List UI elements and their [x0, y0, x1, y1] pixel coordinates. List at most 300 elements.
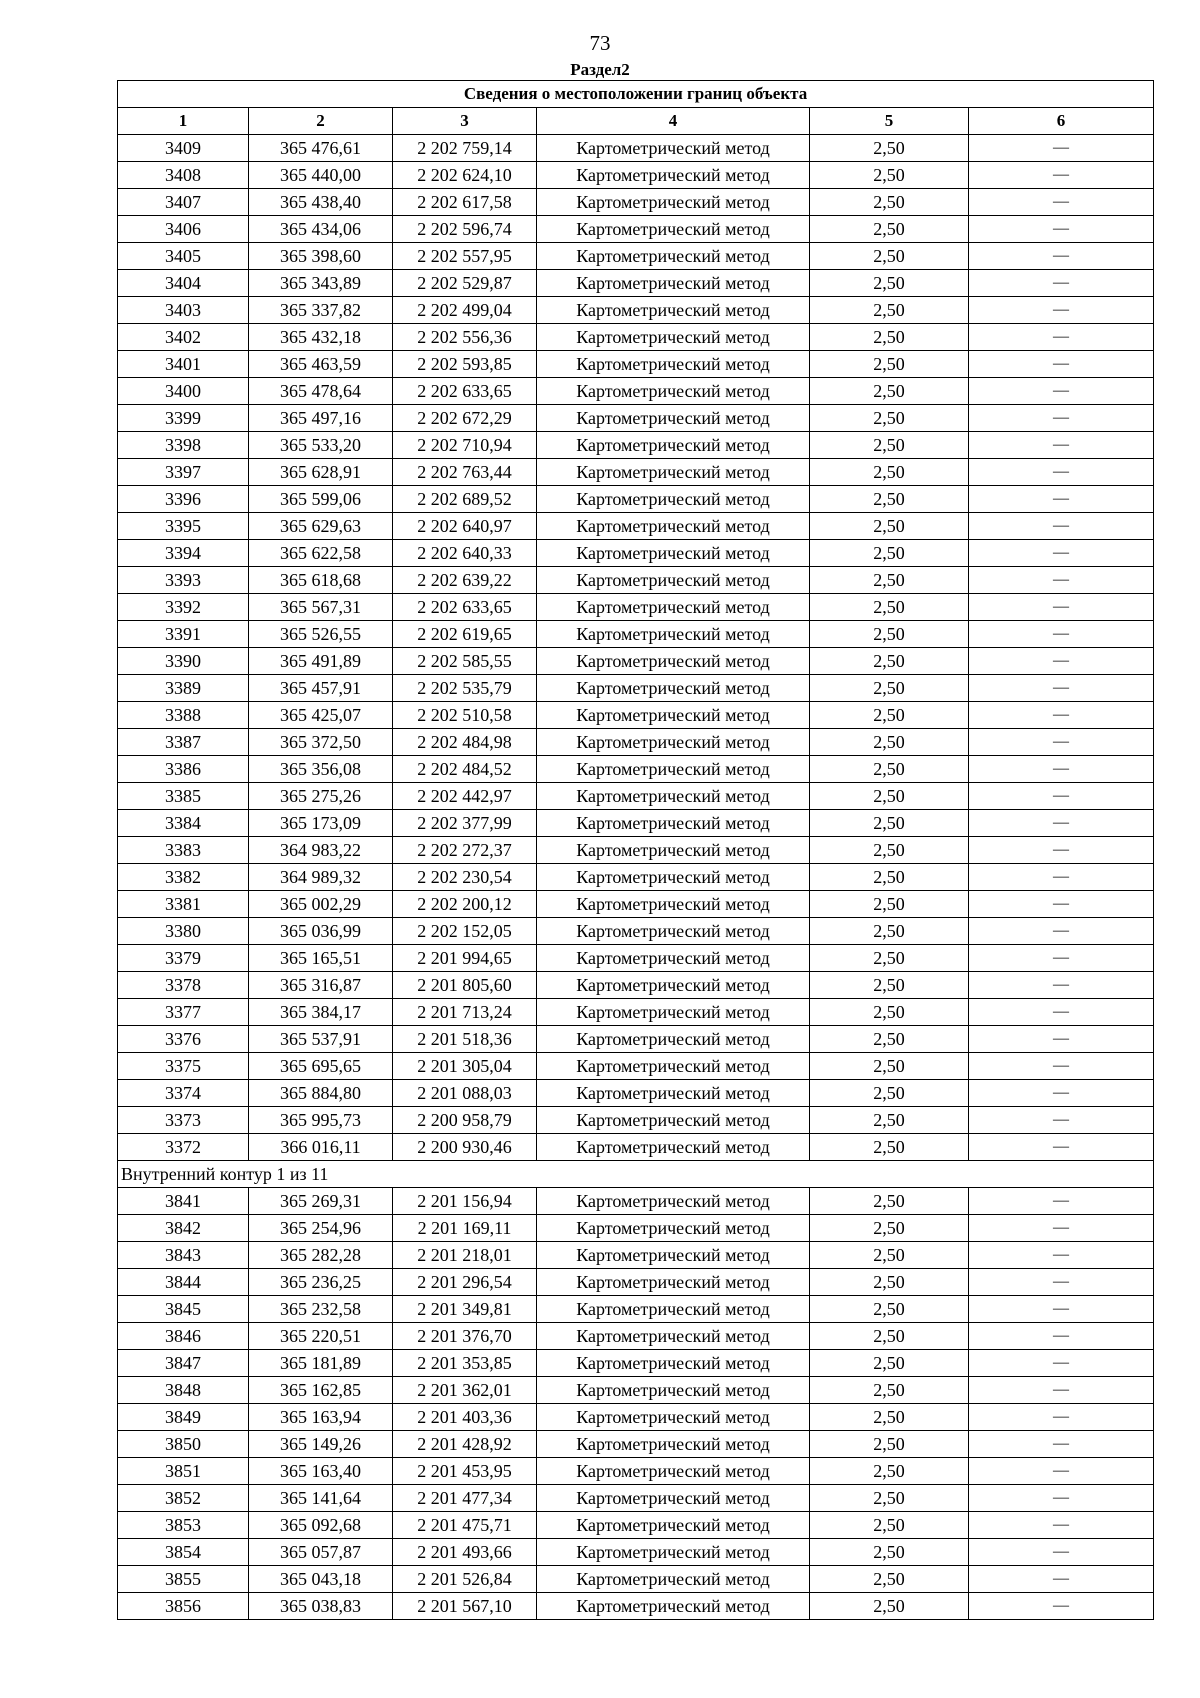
description-cell: —	[969, 783, 1154, 810]
description-cell: —	[969, 162, 1154, 189]
description-cell: —	[969, 837, 1154, 864]
method-cell: Картометрический метод	[537, 1080, 810, 1107]
x-coordinate-cell: 364 989,32	[249, 864, 393, 891]
accuracy-cell: 2,50	[810, 1053, 969, 1080]
y-coordinate-cell: 2 201 713,24	[393, 999, 537, 1026]
table-row	[118, 162, 1154, 189]
accuracy-cell: 2,50	[810, 972, 969, 999]
table-row	[118, 621, 1154, 648]
point-number-cell: 3408	[118, 162, 249, 189]
point-number-cell: 3384	[118, 810, 249, 837]
y-coordinate-cell: 2 201 805,60	[393, 972, 537, 999]
accuracy-cell: 2,50	[810, 1323, 969, 1350]
x-coordinate-cell: 365 149,26	[249, 1431, 393, 1458]
x-coordinate-cell: 365 599,06	[249, 486, 393, 513]
table-row	[118, 243, 1154, 270]
x-coordinate-cell: 365 884,80	[249, 1080, 393, 1107]
method-cell: Картометрический метод	[537, 1377, 810, 1404]
point-number-cell: 3407	[118, 189, 249, 216]
table-row	[118, 1296, 1154, 1323]
point-number-cell: 3850	[118, 1431, 249, 1458]
description-cell: —	[969, 702, 1154, 729]
y-coordinate-cell: 2 201 994,65	[393, 945, 537, 972]
y-coordinate-cell: 2 202 230,54	[393, 864, 537, 891]
method-cell: Картометрический метод	[537, 945, 810, 972]
table-row	[118, 594, 1154, 621]
table-row	[118, 729, 1154, 756]
x-coordinate-cell: 365 092,68	[249, 1512, 393, 1539]
point-number-cell: 3405	[118, 243, 249, 270]
y-coordinate-cell: 2 201 493,66	[393, 1539, 537, 1566]
table-row	[118, 297, 1154, 324]
accuracy-cell: 2,50	[810, 486, 969, 513]
point-number-cell: 3409	[118, 135, 249, 162]
table-row	[118, 270, 1154, 297]
table-row	[118, 1242, 1154, 1269]
table-row	[118, 891, 1154, 918]
y-coordinate-cell: 2 202 510,58	[393, 702, 537, 729]
point-number-cell: 3394	[118, 540, 249, 567]
table-row	[118, 459, 1154, 486]
method-cell: Картометрический метод	[537, 270, 810, 297]
point-number-cell: 3401	[118, 351, 249, 378]
description-cell: —	[969, 594, 1154, 621]
description-cell: —	[969, 1296, 1154, 1323]
accuracy-cell: 2,50	[810, 783, 969, 810]
x-coordinate-cell: 365 995,73	[249, 1107, 393, 1134]
x-coordinate-cell: 365 526,55	[249, 621, 393, 648]
accuracy-cell: 2,50	[810, 1431, 969, 1458]
y-coordinate-cell: 2 202 633,65	[393, 378, 537, 405]
x-coordinate-cell: 365 337,82	[249, 297, 393, 324]
y-coordinate-cell: 2 202 639,22	[393, 567, 537, 594]
y-coordinate-cell: 2 202 557,95	[393, 243, 537, 270]
table-row	[118, 486, 1154, 513]
accuracy-cell: 2,50	[810, 1350, 969, 1377]
point-number-cell: 3392	[118, 594, 249, 621]
point-number-cell: 3841	[118, 1188, 249, 1215]
description-cell: —	[969, 729, 1154, 756]
method-cell: Картометрический метод	[537, 216, 810, 243]
contour-label-section	[118, 1161, 1154, 1188]
table-row	[118, 1269, 1154, 1296]
description-cell: —	[969, 405, 1154, 432]
y-coordinate-cell: 2 201 526,84	[393, 1566, 537, 1593]
point-number-cell: 3403	[118, 297, 249, 324]
table-row	[118, 972, 1154, 999]
method-cell: Картометрический метод	[537, 1431, 810, 1458]
table-row	[118, 918, 1154, 945]
point-number-cell: 3397	[118, 459, 249, 486]
accuracy-cell: 2,50	[810, 1539, 969, 1566]
table-caption-row	[118, 81, 1154, 108]
table-row	[118, 945, 1154, 972]
table-row	[118, 864, 1154, 891]
method-cell: Картометрический метод	[537, 1458, 810, 1485]
x-coordinate-cell: 365 618,68	[249, 567, 393, 594]
method-cell: Картометрический метод	[537, 864, 810, 891]
x-coordinate-cell: 365 622,58	[249, 540, 393, 567]
point-number-cell: 3399	[118, 405, 249, 432]
y-coordinate-cell: 2 202 617,58	[393, 189, 537, 216]
accuracy-cell: 2,50	[810, 621, 969, 648]
method-cell: Картометрический метод	[537, 621, 810, 648]
method-cell: Картометрический метод	[537, 1350, 810, 1377]
x-coordinate-cell: 365 173,09	[249, 810, 393, 837]
point-number-cell: 3851	[118, 1458, 249, 1485]
x-coordinate-cell: 364 983,22	[249, 837, 393, 864]
y-coordinate-cell: 2 201 296,54	[393, 1269, 537, 1296]
table-row	[118, 135, 1154, 162]
x-coordinate-cell: 365 372,50	[249, 729, 393, 756]
y-coordinate-cell: 2 201 305,04	[393, 1053, 537, 1080]
accuracy-cell: 2,50	[810, 1458, 969, 1485]
accuracy-cell: 2,50	[810, 945, 969, 972]
column-header-row	[118, 108, 1154, 135]
y-coordinate-cell: 2 201 218,01	[393, 1242, 537, 1269]
accuracy-cell: 2,50	[810, 1485, 969, 1512]
y-coordinate-cell: 2 202 585,55	[393, 648, 537, 675]
point-number-cell: 3842	[118, 1215, 249, 1242]
method-cell: Картометрический метод	[537, 810, 810, 837]
section-title: Раздел2	[570, 60, 630, 79]
point-number-cell: 3372	[118, 1134, 249, 1161]
method-cell: Картометрический метод	[537, 594, 810, 621]
x-coordinate-cell: 365 220,51	[249, 1323, 393, 1350]
y-coordinate-cell: 2 202 624,10	[393, 162, 537, 189]
accuracy-cell: 2,50	[810, 1512, 969, 1539]
x-coordinate-cell: 365 478,64	[249, 378, 393, 405]
method-cell: Картометрический метод	[537, 1323, 810, 1350]
point-number-cell: 3373	[118, 1107, 249, 1134]
x-coordinate-cell: 365 476,61	[249, 135, 393, 162]
y-coordinate-cell: 2 201 475,71	[393, 1512, 537, 1539]
x-coordinate-cell: 365 232,58	[249, 1296, 393, 1323]
method-cell: Картометрический метод	[537, 1026, 810, 1053]
description-cell: —	[969, 648, 1154, 675]
y-coordinate-cell: 2 202 535,79	[393, 675, 537, 702]
point-number-cell: 3845	[118, 1296, 249, 1323]
y-coordinate-cell: 2 200 958,79	[393, 1107, 537, 1134]
table-row	[118, 1431, 1154, 1458]
description-cell: —	[969, 621, 1154, 648]
method-cell: Картометрический метод	[537, 567, 810, 594]
method-cell: Картометрический метод	[537, 351, 810, 378]
accuracy-cell: 2,50	[810, 1377, 969, 1404]
description-cell: —	[969, 675, 1154, 702]
method-cell: Картометрический метод	[537, 1134, 810, 1161]
point-number-cell: 3395	[118, 513, 249, 540]
column-header: 5	[810, 108, 969, 135]
method-cell: Картометрический метод	[537, 999, 810, 1026]
method-cell: Картометрический метод	[537, 189, 810, 216]
x-coordinate-cell: 365 316,87	[249, 972, 393, 999]
table-row	[118, 1539, 1154, 1566]
point-number-cell: 3847	[118, 1350, 249, 1377]
x-coordinate-cell: 365 038,83	[249, 1593, 393, 1620]
description-cell: —	[969, 486, 1154, 513]
description-cell: —	[969, 1566, 1154, 1593]
method-cell: Картометрический метод	[537, 837, 810, 864]
accuracy-cell: 2,50	[810, 297, 969, 324]
y-coordinate-cell: 2 202 710,94	[393, 432, 537, 459]
accuracy-cell: 2,50	[810, 702, 969, 729]
method-cell: Картометрический метод	[537, 1512, 810, 1539]
y-coordinate-cell: 2 202 596,74	[393, 216, 537, 243]
point-number-cell: 3381	[118, 891, 249, 918]
x-coordinate-cell: 365 497,16	[249, 405, 393, 432]
accuracy-cell: 2,50	[810, 378, 969, 405]
table-row	[118, 1026, 1154, 1053]
point-number-cell: 3376	[118, 1026, 249, 1053]
point-number-cell: 3404	[118, 270, 249, 297]
point-number-cell: 3391	[118, 621, 249, 648]
description-cell: —	[969, 378, 1154, 405]
method-cell: Картометрический метод	[537, 1566, 810, 1593]
description-cell: —	[969, 1269, 1154, 1296]
point-number-cell: 3848	[118, 1377, 249, 1404]
x-coordinate-cell: 365 036,99	[249, 918, 393, 945]
x-coordinate-cell: 365 398,60	[249, 243, 393, 270]
table-row	[118, 999, 1154, 1026]
table-row	[118, 1566, 1154, 1593]
table-row	[118, 1512, 1154, 1539]
x-coordinate-cell: 365 432,18	[249, 324, 393, 351]
method-cell: Картометрический метод	[537, 1107, 810, 1134]
table-row	[118, 837, 1154, 864]
x-coordinate-cell: 365 457,91	[249, 675, 393, 702]
y-coordinate-cell: 2 202 529,87	[393, 270, 537, 297]
y-coordinate-cell: 2 200 930,46	[393, 1134, 537, 1161]
description-cell: —	[969, 1377, 1154, 1404]
accuracy-cell: 2,50	[810, 594, 969, 621]
inner-contour-rows	[118, 1188, 1154, 1620]
x-coordinate-cell: 365 254,96	[249, 1215, 393, 1242]
point-number-cell: 3382	[118, 864, 249, 891]
method-cell: Картометрический метод	[537, 405, 810, 432]
description-cell: —	[969, 918, 1154, 945]
method-cell: Картометрический метод	[537, 675, 810, 702]
y-coordinate-cell: 2 202 633,65	[393, 594, 537, 621]
column-header: 3	[393, 108, 537, 135]
accuracy-cell: 2,50	[810, 270, 969, 297]
x-coordinate-cell: 365 236,25	[249, 1269, 393, 1296]
point-number-cell: 3387	[118, 729, 249, 756]
table-row	[118, 675, 1154, 702]
description-cell: —	[969, 1593, 1154, 1620]
y-coordinate-cell: 2 202 672,29	[393, 405, 537, 432]
table-row	[118, 756, 1154, 783]
inner-contour-label: Внутренний контур 1 из 11	[118, 1161, 1154, 1188]
point-number-cell: 3855	[118, 1566, 249, 1593]
point-number-cell: 3389	[118, 675, 249, 702]
description-cell: —	[969, 1431, 1154, 1458]
accuracy-cell: 2,50	[810, 459, 969, 486]
point-number-cell: 3378	[118, 972, 249, 999]
description-cell: —	[969, 567, 1154, 594]
y-coordinate-cell: 2 201 477,34	[393, 1485, 537, 1512]
accuracy-cell: 2,50	[810, 1188, 969, 1215]
x-coordinate-cell: 365 043,18	[249, 1566, 393, 1593]
method-cell: Картометрический метод	[537, 135, 810, 162]
table-row	[118, 1107, 1154, 1134]
table-row	[118, 1485, 1154, 1512]
x-coordinate-cell: 365 162,85	[249, 1377, 393, 1404]
table-row	[118, 567, 1154, 594]
accuracy-cell: 2,50	[810, 1404, 969, 1431]
accuracy-cell: 2,50	[810, 405, 969, 432]
accuracy-cell: 2,50	[810, 1269, 969, 1296]
description-cell: —	[969, 1107, 1154, 1134]
x-coordinate-cell: 365 343,89	[249, 270, 393, 297]
description-cell: —	[969, 999, 1154, 1026]
table-row	[118, 648, 1154, 675]
x-coordinate-cell: 365 695,65	[249, 1053, 393, 1080]
point-number-cell: 3854	[118, 1539, 249, 1566]
accuracy-cell: 2,50	[810, 648, 969, 675]
accuracy-cell: 2,50	[810, 540, 969, 567]
table-row	[118, 1323, 1154, 1350]
point-number-cell: 3386	[118, 756, 249, 783]
table-caption: Сведения о местоположении границ объекта	[118, 81, 1154, 108]
point-number-cell: 3385	[118, 783, 249, 810]
accuracy-cell: 2,50	[810, 324, 969, 351]
accuracy-cell: 2,50	[810, 567, 969, 594]
accuracy-cell: 2,50	[810, 432, 969, 459]
point-number-cell: 3406	[118, 216, 249, 243]
point-number-cell: 3396	[118, 486, 249, 513]
y-coordinate-cell: 2 202 200,12	[393, 891, 537, 918]
method-cell: Картометрический метод	[537, 891, 810, 918]
y-coordinate-cell: 2 201 376,70	[393, 1323, 537, 1350]
method-cell: Картометрический метод	[537, 513, 810, 540]
y-coordinate-cell: 2 202 442,97	[393, 783, 537, 810]
description-cell: —	[969, 1323, 1154, 1350]
description-cell: —	[969, 891, 1154, 918]
point-number-cell: 3856	[118, 1593, 249, 1620]
point-number-cell: 3843	[118, 1242, 249, 1269]
method-cell: Картометрический метод	[537, 243, 810, 270]
x-coordinate-cell: 365 425,07	[249, 702, 393, 729]
table-row	[118, 432, 1154, 459]
point-number-cell: 3844	[118, 1269, 249, 1296]
description-cell: —	[969, 135, 1154, 162]
point-number-cell: 3379	[118, 945, 249, 972]
point-number-cell: 3393	[118, 567, 249, 594]
method-cell: Картометрический метод	[537, 1404, 810, 1431]
accuracy-cell: 2,50	[810, 513, 969, 540]
y-coordinate-cell: 2 201 156,94	[393, 1188, 537, 1215]
description-cell: —	[969, 1242, 1154, 1269]
x-coordinate-cell: 365 434,06	[249, 216, 393, 243]
accuracy-cell: 2,50	[810, 216, 969, 243]
x-coordinate-cell: 365 537,91	[249, 1026, 393, 1053]
point-number-cell: 3383	[118, 837, 249, 864]
y-coordinate-cell: 2 202 689,52	[393, 486, 537, 513]
point-number-cell: 3853	[118, 1512, 249, 1539]
x-coordinate-cell: 365 384,17	[249, 999, 393, 1026]
y-coordinate-cell: 2 202 759,14	[393, 135, 537, 162]
y-coordinate-cell: 2 202 484,98	[393, 729, 537, 756]
y-coordinate-cell: 2 201 353,85	[393, 1350, 537, 1377]
accuracy-cell: 2,50	[810, 1593, 969, 1620]
accuracy-cell: 2,50	[810, 864, 969, 891]
description-cell: —	[969, 432, 1154, 459]
accuracy-cell: 2,50	[810, 891, 969, 918]
column-header: 1	[118, 108, 249, 135]
accuracy-cell: 2,50	[810, 918, 969, 945]
point-number-cell: 3377	[118, 999, 249, 1026]
column-header: 4	[537, 108, 810, 135]
method-cell: Картометрический метод	[537, 540, 810, 567]
y-coordinate-cell: 2 201 169,11	[393, 1215, 537, 1242]
accuracy-cell: 2,50	[810, 1566, 969, 1593]
description-cell: —	[969, 351, 1154, 378]
point-number-cell: 3375	[118, 1053, 249, 1080]
table-row	[118, 1350, 1154, 1377]
y-coordinate-cell: 2 202 377,99	[393, 810, 537, 837]
method-cell: Картометрический метод	[537, 1485, 810, 1512]
method-cell: Картометрический метод	[537, 1593, 810, 1620]
table-row	[118, 324, 1154, 351]
x-coordinate-cell: 365 356,08	[249, 756, 393, 783]
description-cell: —	[969, 297, 1154, 324]
method-cell: Картометрический метод	[537, 783, 810, 810]
y-coordinate-cell: 2 202 152,05	[393, 918, 537, 945]
method-cell: Картометрический метод	[537, 1188, 810, 1215]
table-row	[118, 540, 1154, 567]
description-cell: —	[969, 189, 1154, 216]
description-cell: —	[969, 1188, 1154, 1215]
x-coordinate-cell: 365 533,20	[249, 432, 393, 459]
table-row	[118, 1404, 1154, 1431]
table-row	[118, 1458, 1154, 1485]
accuracy-cell: 2,50	[810, 189, 969, 216]
table-row	[118, 1080, 1154, 1107]
table-row	[118, 1134, 1154, 1161]
y-coordinate-cell: 2 202 272,37	[393, 837, 537, 864]
y-coordinate-cell: 2 201 428,92	[393, 1431, 537, 1458]
table-row	[118, 189, 1154, 216]
accuracy-cell: 2,50	[810, 729, 969, 756]
description-cell: —	[969, 1485, 1154, 1512]
method-cell: Картометрический метод	[537, 162, 810, 189]
table-row	[118, 405, 1154, 432]
x-coordinate-cell: 365 057,87	[249, 1539, 393, 1566]
description-cell: —	[969, 216, 1154, 243]
point-number-cell: 3390	[118, 648, 249, 675]
description-cell: —	[969, 540, 1154, 567]
method-cell: Картометрический метод	[537, 297, 810, 324]
accuracy-cell: 2,50	[810, 675, 969, 702]
method-cell: Картометрический метод	[537, 324, 810, 351]
method-cell: Картометрический метод	[537, 1053, 810, 1080]
method-cell: Картометрический метод	[537, 1242, 810, 1269]
table-row	[118, 783, 1154, 810]
point-number-cell: 3374	[118, 1080, 249, 1107]
point-number-cell: 3846	[118, 1323, 249, 1350]
accuracy-cell: 2,50	[810, 351, 969, 378]
point-number-cell: 3400	[118, 378, 249, 405]
x-coordinate-cell: 365 438,40	[249, 189, 393, 216]
method-cell: Картометрический метод	[537, 1539, 810, 1566]
method-cell: Картометрический метод	[537, 1296, 810, 1323]
y-coordinate-cell: 2 201 362,01	[393, 1377, 537, 1404]
table-row	[118, 810, 1154, 837]
y-coordinate-cell: 2 201 518,36	[393, 1026, 537, 1053]
accuracy-cell: 2,50	[810, 1242, 969, 1269]
y-coordinate-cell: 2 202 593,85	[393, 351, 537, 378]
